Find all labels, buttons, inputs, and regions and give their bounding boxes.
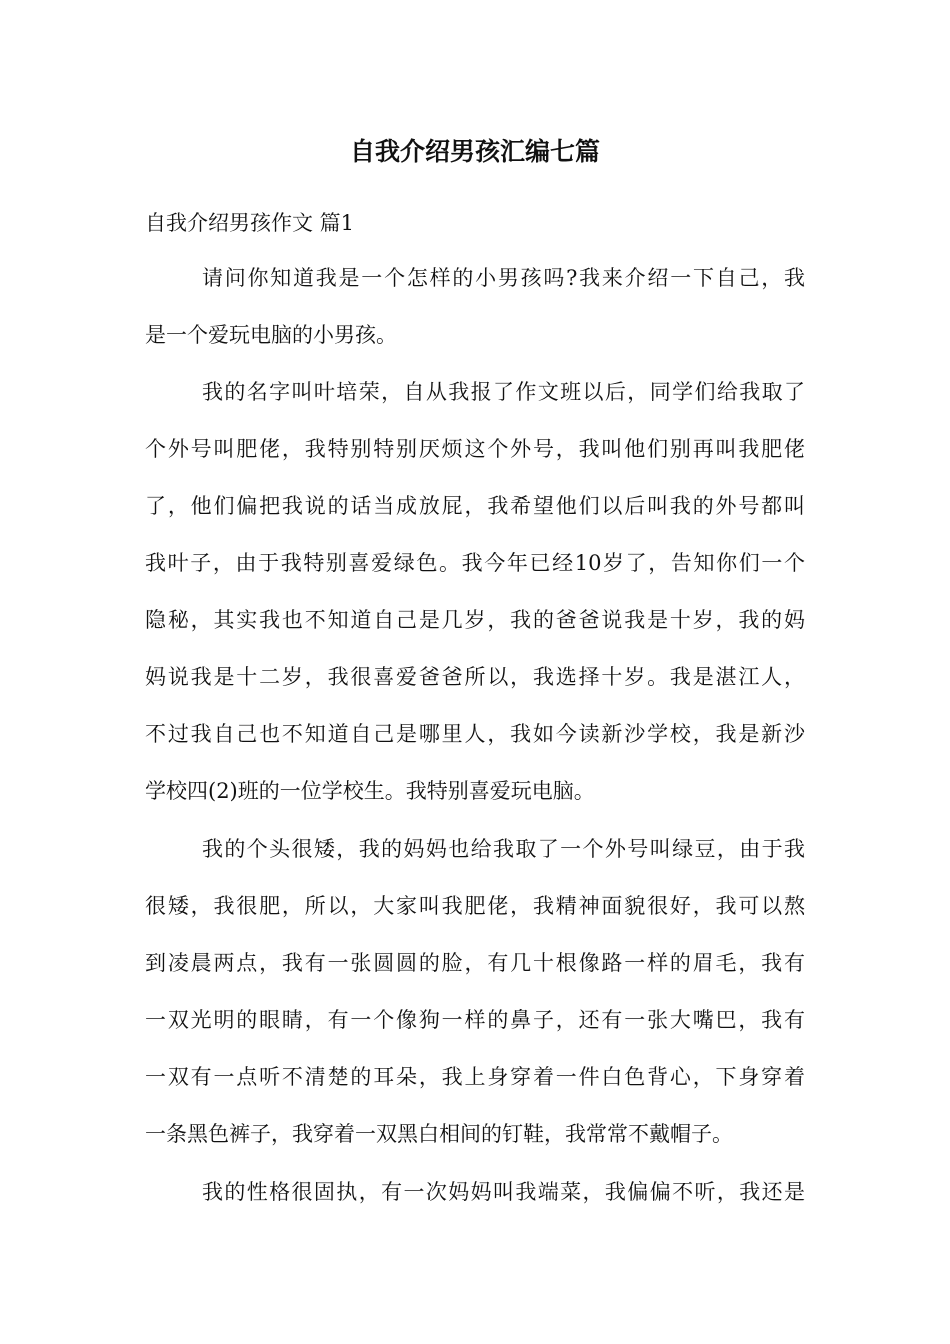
paragraph-line: 隐秘，其实我也不知道自己是几岁，我的爸爸说我是十岁，我的妈 — [145, 608, 805, 632]
paragraph-line: 我的名字叫叶培荣，自从我报了作文班以后，同学们给我取了 — [202, 380, 805, 404]
paragraph-line: 一条黑色裤子，我穿着一双黑白相间的钉鞋，我常常不戴帽子。 — [145, 1122, 733, 1146]
paragraph-line: 请问你知道我是一个怎样的小男孩吗?我来介绍一下自己，我 — [202, 266, 805, 290]
paragraph-line: 是一个爱玩电脑的小男孩。 — [145, 323, 397, 347]
paragraph-line: 一双有一点听不清楚的耳朵，我上身穿着一件白色背心，下身穿着 — [145, 1065, 805, 1089]
paragraph-line: 了，他们偏把我说的话当成放屁，我希望他们以后叫我的外号都叫 — [145, 494, 805, 518]
paragraph-line: 妈说我是十二岁，我很喜爱爸爸所以，我选择十岁。我是湛江人， — [145, 665, 805, 689]
paragraph-line: 到凌晨两点，我有一张圆圆的脸，有几十根像路一样的眉毛，我有 — [145, 951, 805, 975]
document-title: 自我介绍男孩汇编七篇 — [349, 137, 600, 166]
paragraph-line: 一双光明的眼睛，有一个像狗一样的鼻子，还有一张大嘴巴，我有 — [145, 1008, 805, 1032]
paragraph-line: 个外号叫肥佬，我特别特别厌烦这个外号，我叫他们别再叫我肥佬 — [145, 437, 805, 461]
paragraph-line: 我的个头很矮，我的妈妈也给我取了一个外号叫绿豆，由于我 — [202, 837, 805, 861]
paragraph-line: 学校四(2)班的一位学校生。我特别喜爱玩电脑。 — [145, 779, 595, 803]
paragraph-line: 不过我自己也不知道自己是哪里人，我如今读新沙学校，我是新沙 — [145, 722, 805, 746]
paragraph-line: 我叶子，由于我特别喜爱绿色。我今年已经10岁了，告知你们一个 — [145, 551, 805, 575]
paragraph-line: 很矮，我很肥，所以，大家叫我肥佬，我精神面貌很好，我可以熬 — [145, 894, 805, 918]
section-heading: 自我介绍男孩作文 篇1 — [145, 211, 355, 235]
paragraph-line: 我的性格很固执，有一次妈妈叫我端菜，我偏偏不听，我还是 — [202, 1180, 805, 1204]
